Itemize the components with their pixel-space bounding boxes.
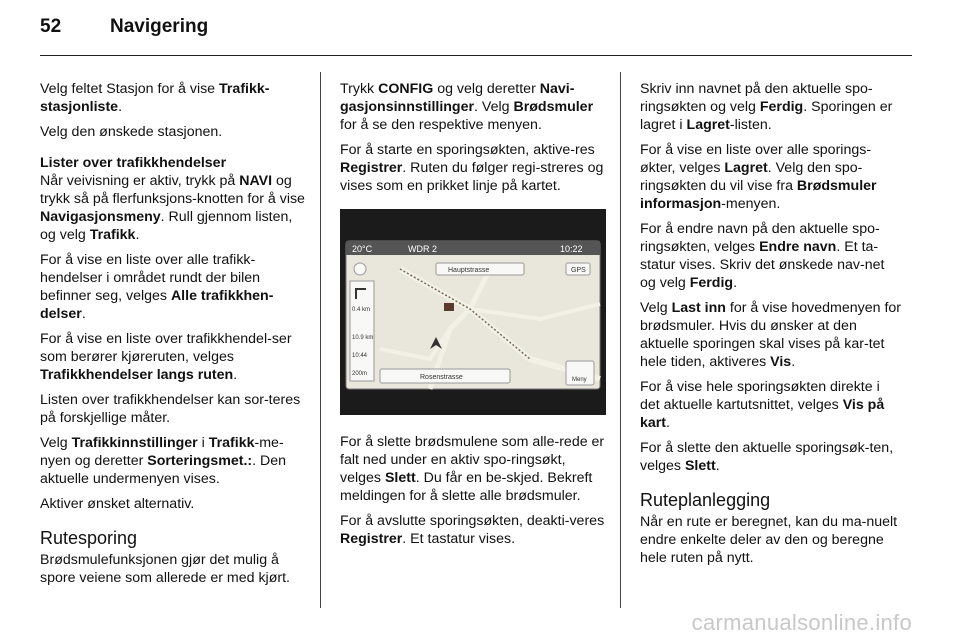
navigation-screen-figure [340, 209, 606, 415]
paragraph: For å vise en liste over trafikkhendel-ser som berører kjøreruten, velges Trafikkhendelser langs ruten. [40, 331, 292, 383]
map-scale: 200m [352, 371, 368, 377]
radio-station: WDR 2 [408, 244, 437, 254]
paragraph: For å slette brødsmulene som alle-rede er falt ned under en aktiv spo-ringsøkt, velges Slett. Du får en be-skjed. Bekreft meldingen for å slette alle brødsmuler. [340, 434, 605, 504]
breadcrumb-marker-icon [444, 303, 454, 311]
street-name-bottom: Rosenstrasse [420, 374, 463, 381]
column-divider [620, 72, 621, 608]
paragraph: Når en rute er beregnet, kan du ma-nuelt endre enkelte deler av den og beregne hele ruten på nytt. [640, 514, 898, 566]
paragraph: Velg feltet Stasjon for å vise Trafikk-stasjonliste. [40, 81, 270, 115]
next-turn-distance: 0.4 km [352, 307, 371, 313]
paragraph: For å vise en liste over alle trafikk-hendelser i området rundt der bilen befinner seg, velges Alle trafikkhen-delser. [40, 252, 274, 322]
section-subheading: Lister over trafikkhendelser [40, 155, 227, 171]
paragraph [40, 154, 308, 172]
paragraph: Aktiver ønsket alternativ. [40, 496, 195, 512]
paragraph: For å vise en liste over alle sporings-økter, velges Lagret. Velg den spo-ringsøkten du vil vise fra Brødsmuler informasjon-menyen. [640, 142, 877, 212]
temperature-readout: 20°C [352, 244, 373, 254]
compass-icon[interactable] [354, 263, 366, 275]
clock: 10:22 [560, 244, 583, 254]
paragraph: Skriv inn navnet på den aktuelle spo-ringsøkten og velg Ferdig. Sporingen er lagret i Lagret-listen. [640, 81, 893, 133]
paragraph: Trykk CONFIG og velg deretter Navi-gasjonsinnstillinger. Velg Brødsmuler for å se den respektive menyen. [340, 81, 594, 133]
paragraph: Brødsmulefunksjonen gjør det mulig å spore veiene som allerede er med kjørt. [40, 552, 290, 586]
page-title: Navigering [110, 16, 209, 37]
section-heading: Ruteplanlegging [640, 490, 771, 510]
paragraph: Velg Last inn for å vise hovedmenyen for brødsmuler. Hvis du ønsker at den aktuelle sporingen skal vises på kar-tet hele tiden, aktiveres Vis. [640, 300, 902, 370]
column-1 [40, 80, 308, 594]
page-number: 52 [40, 16, 62, 37]
paragraph: Når veivisning er aktiv, trykk på NAVI og trykk så på flerfunksjons-knotten for å vise Navigasjonsmeny. Rull gjennom listen, og velg Trafikk. [40, 173, 305, 243]
section-heading: Rutesporing [40, 528, 138, 548]
menu-label: Meny [572, 377, 587, 383]
watermark: carmanualsonline.info [691, 610, 912, 635]
paragraph: Listen over trafikkhendelser kan sor-teres på forskjellige måter. [40, 392, 301, 426]
paragraph: For å slette den aktuelle sporingsøk-ten, velges Slett. [640, 440, 894, 474]
paragraph: For å avslutte sporingsøkten, deakti-veres Registrer. Et tastatur vises. [340, 513, 605, 547]
street-name-top: Hauptstrasse [448, 267, 490, 274]
header-rule [40, 55, 912, 56]
paragraph: For å starte en sporingsøkten, aktive-res Registrer. Ruten du følger regi-streres og vises som en prikket linje på kartet. [340, 142, 604, 194]
paragraph: Velg den ønskede stasjonen. [40, 124, 223, 140]
paragraph: For å vise hele sporingsøkten direkte i det aktuelle kartutsnittet, velges Vis på kart. [640, 379, 885, 431]
column-divider [320, 72, 321, 608]
column-2 [340, 80, 606, 555]
column-3 [640, 80, 902, 574]
page-header [40, 16, 208, 38]
paragraph: Velg Trafikkinnstillinger i Trafikk-me-nyen og deretter Sorteringsmet.:. Den aktuelle undermenyen vises. [40, 435, 287, 487]
remaining-distance: 10.9 km [352, 335, 374, 341]
paragraph: For å endre navn på den aktuelle spo-ringsøkten, velges Endre navn. Et ta-statur vises. Skriv det ønskede nav-net og velg Ferdig. [640, 221, 885, 291]
arrival-time: 10:44 [352, 353, 368, 359]
gps-label: GPS [571, 267, 586, 274]
